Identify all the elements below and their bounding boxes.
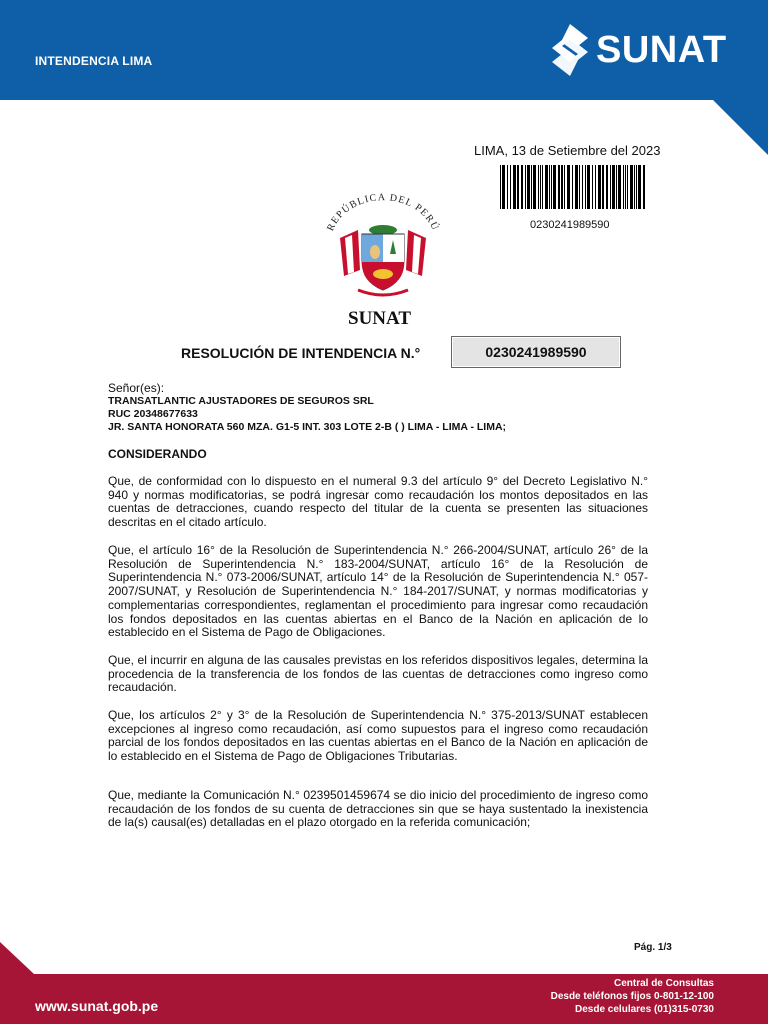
website-link[interactable]: www.sunat.gob.pe: [35, 998, 159, 1014]
department-label: INTENDENCIA LIMA: [35, 54, 153, 68]
peru-coat-of-arms-icon: [318, 190, 448, 305]
sunat-logo-text: SUNAT: [596, 28, 727, 71]
resolution-number-box: 0230241989590: [451, 336, 621, 368]
footer-corner-decoration: [0, 942, 34, 974]
salutation: Señor(es):: [108, 381, 165, 395]
document-date: LIMA, 13 de Setiembre del 2023: [474, 143, 661, 158]
coat-arc-text: REPÚBLICA DEL PERÚ: [325, 192, 441, 233]
institution-title: SUNAT: [348, 308, 411, 329]
paragraph: Que, el artículo 16° de la Resolución de Superintendencia N.° 266-2004/SUNAT, artículo 26° de la Resolución de Superintendencia N.° 183-2004/SUNAT, artículo 16° de la Resolución de Superintendencia N.° 073-2006/SUNAT, artículo 14° de la Resolución de Superintendencia N.° 057-2007/SUNAT, y Resolución de Superintendencia N.° 184-2017/SUNAT, y normas modificatorias y complementarias correspondientes, reglamentan el procedimiento para ingresar como recaudación los fondos depositados en las cuentas abiertas en el Banco de la Nación en aplicación de lo establecido en el Sistema de Pago de Obligaciones.: [108, 543, 648, 640]
addressee-block: [108, 382, 506, 434]
header-corner-decoration: [713, 100, 768, 155]
barcode: [500, 165, 648, 209]
paragraph: Que, el incurrir en alguna de las causales previstas en los referidos dispositivos legales, determina la procedencia de la transferencia de los fondos de las cuentas de detracciones como ingreso como recaudación.: [108, 653, 648, 695]
page-number: Pág. 1/3: [634, 942, 672, 953]
contact-phone-mobile: Desde celulares (01)315-0730: [575, 1004, 714, 1015]
page-header: [0, 0, 768, 100]
resolution-label: RESOLUCIÓN DE INTENDENCIA N.°: [181, 345, 421, 361]
paragraph: Que, mediante la Comunicación N.° 0239501459674 se dio inicio del procedimiento de ingreso como recaudación de los fondos de su cuenta de detracciones sin que se haya sustentado la inexistencia de la(s) causal(es) detalladas en el plazo otorgado en la referida comunicación;: [108, 788, 648, 830]
addressee-name: TRANSATLANTIC AJUSTADORES DE SEGUROS SRL: [108, 395, 374, 407]
sunat-logo-icon: [548, 22, 592, 78]
sunat-logo: [548, 22, 727, 78]
section-heading: CONSIDERANDO: [108, 447, 207, 461]
barcode-number: 0230241989590: [530, 219, 610, 231]
addressee-ruc: RUC 20348677633: [108, 408, 198, 420]
paragraph: Que, los artículos 2° y 3° de la Resolución de Superintendencia N.° 375-2013/SUNAT establecen excepciones al ingreso como recaudación, así como supuestos para el ingreso como recaudación parcial de los fondos depositados en las cuentas abiertas en el Banco de la Nación en aplicación de lo establecido en el Sistema de Pago de Obligaciones Tributarias.: [108, 708, 648, 764]
addressee-address: JR. SANTA HONORATA 560 MZA. G1-5 INT. 303 LOTE 2-B ( ) LIMA - LIMA - LIMA;: [108, 421, 507, 433]
contact-phone-fixed: Desde teléfonos fijos 0-801-12-100: [550, 991, 714, 1002]
paragraph: Que, de conformidad con lo dispuesto en el numeral 9.3 del artículo 9° del Decreto Legislativo N.° 940 y normas modificatorias, se podrá ingresar como recaudación los montos depositados en las cuentas de detracciones, cuando respecto del titular de la cuenta se presenten las situaciones descritas en el citado artículo.: [108, 474, 648, 530]
page-footer: [0, 974, 768, 1024]
contact-title: Central de Consultas: [613, 978, 714, 989]
contact-info: [551, 977, 714, 1016]
